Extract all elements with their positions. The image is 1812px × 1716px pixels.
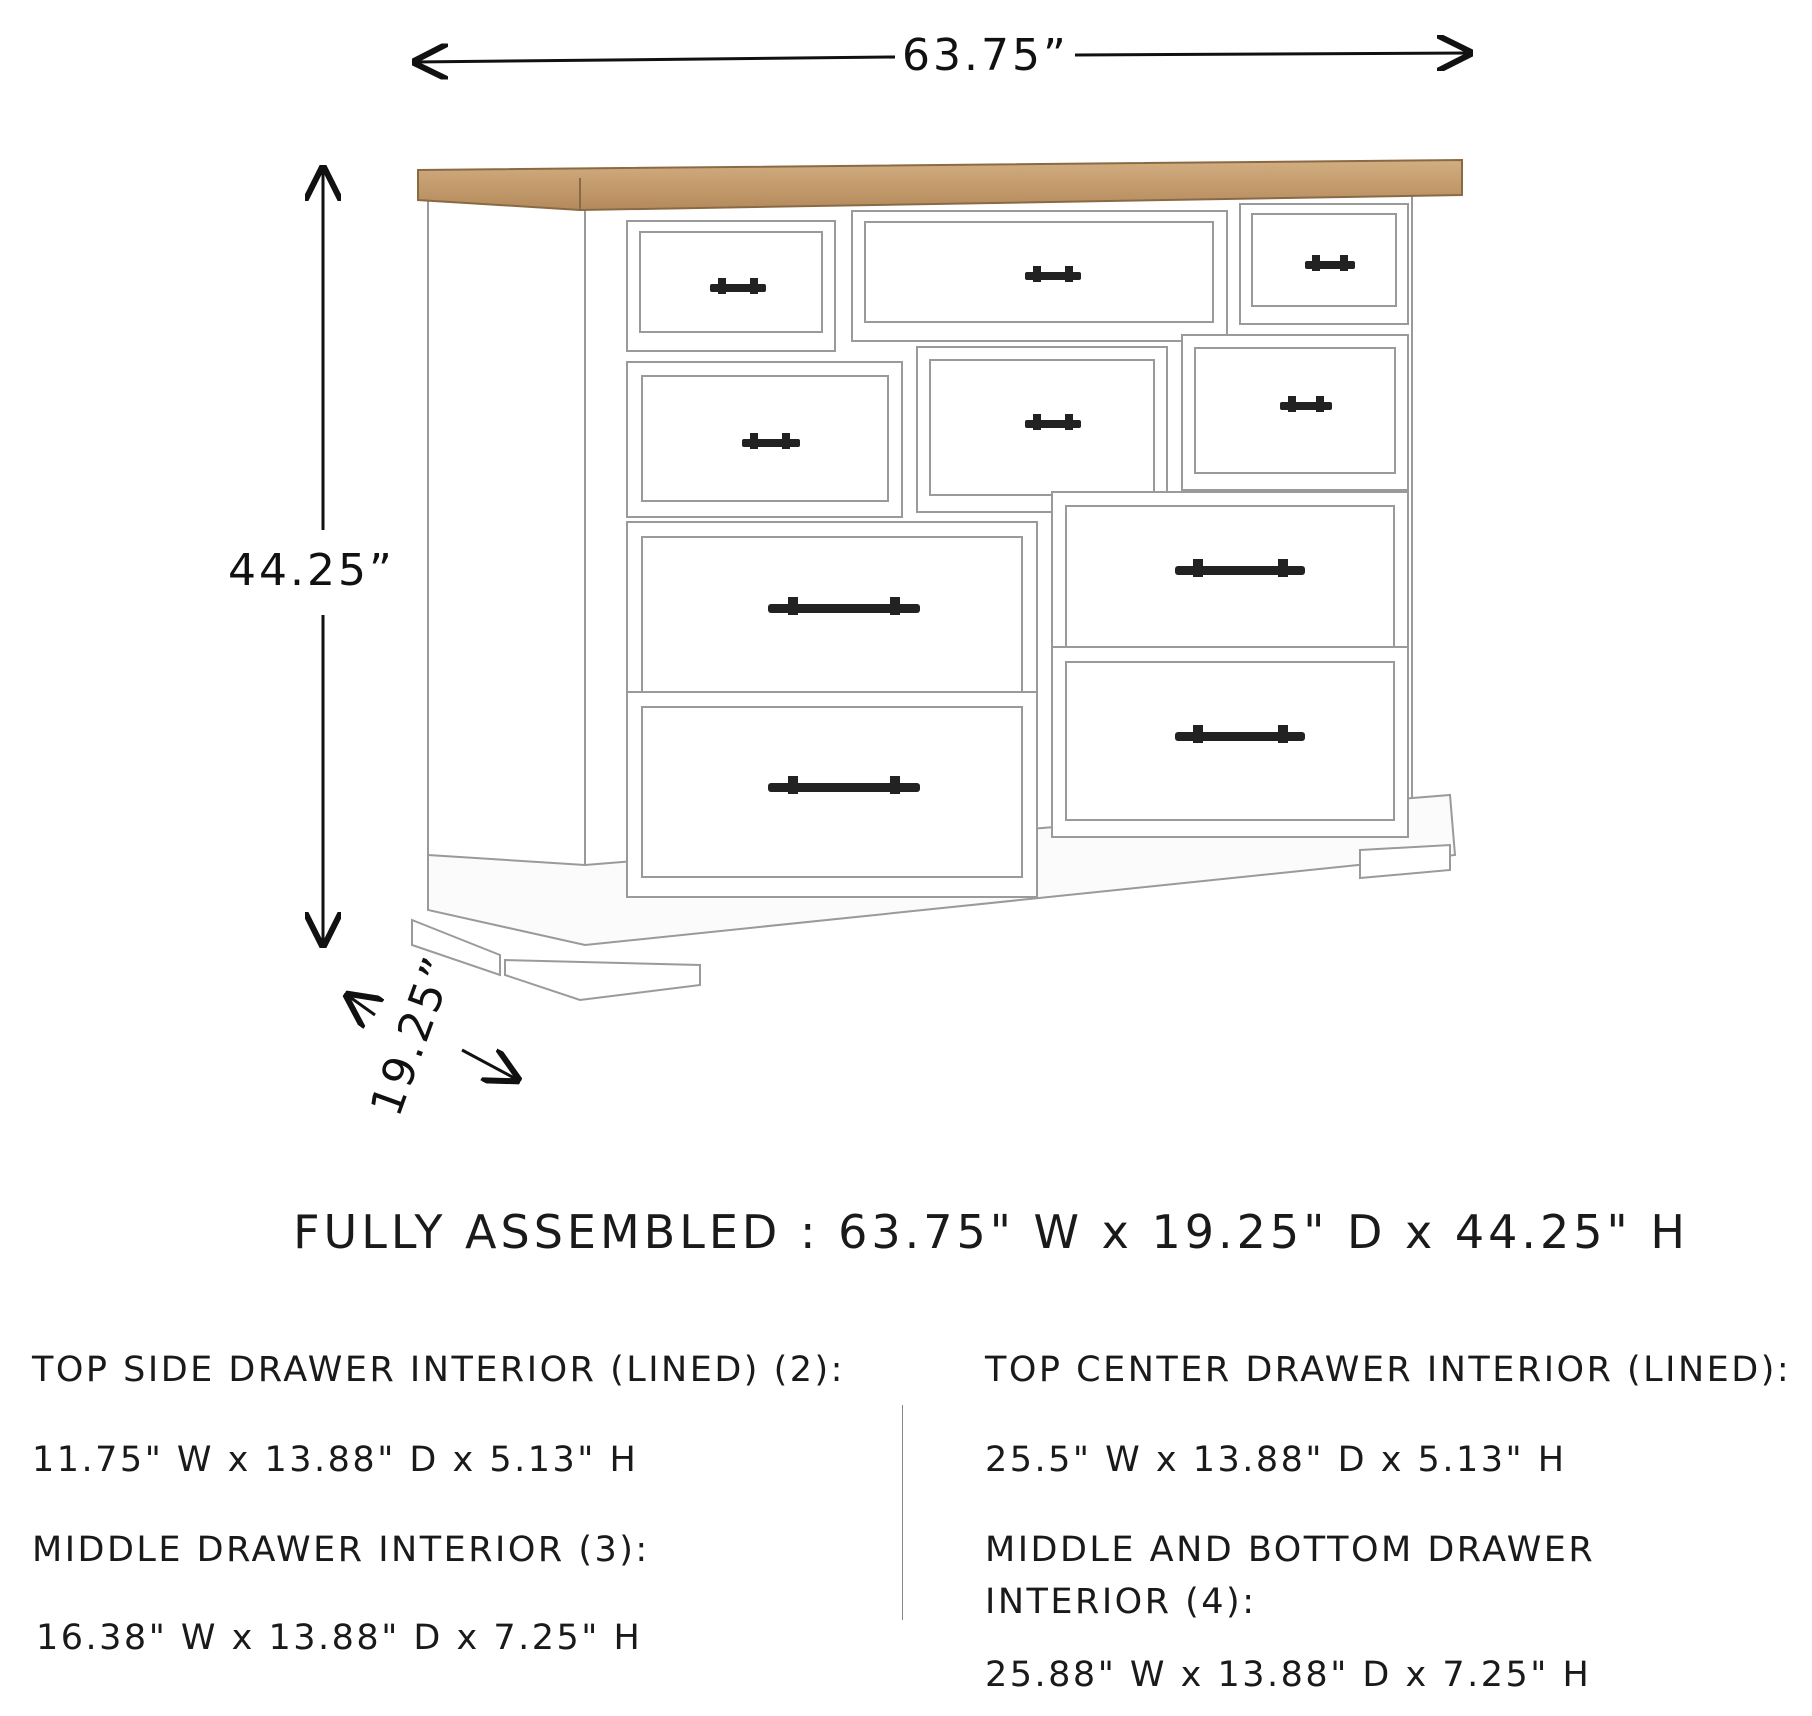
middle-bottom-drawer-title-line1: MIDDLE AND BOTTOM DRAWER bbox=[985, 1530, 1596, 1570]
middle-drawer-value: 16.38" W x 13.88" D x 7.25" H bbox=[36, 1618, 643, 1658]
middle-bottom-drawer-title-line2: INTERIOR (4): bbox=[985, 1582, 1257, 1622]
height-label: 44.25” bbox=[228, 545, 395, 596]
top-side-drawer-value: 11.75" W x 13.88" D x 5.13" H bbox=[32, 1440, 639, 1480]
drawer-middle-right bbox=[1182, 335, 1408, 490]
middle-drawer-title: MIDDLE DRAWER INTERIOR (3): bbox=[32, 1530, 650, 1570]
dresser-foot-right bbox=[1360, 845, 1450, 878]
top-side-drawer-title: TOP SIDE DRAWER INTERIOR (LINED) (2): bbox=[32, 1350, 845, 1390]
drawer-bottom-left bbox=[627, 692, 1037, 897]
column-divider bbox=[902, 1405, 903, 1620]
dresser-carcass-side bbox=[428, 198, 585, 870]
assembled-dimensions-headline bbox=[0, 1205, 1812, 1259]
depth-label: 19.25” bbox=[360, 948, 466, 1123]
handle-middle-right bbox=[1280, 402, 1332, 410]
headline-text: FULLY ASSEMBLED : 63.75" W x 19.25" D x 44.25" H bbox=[293, 1205, 1689, 1259]
drawer-middle-center bbox=[917, 347, 1167, 512]
dresser-foot-front bbox=[505, 960, 700, 1000]
width-label: 63.75” bbox=[902, 30, 1069, 81]
dresser-illustration bbox=[412, 160, 1462, 1000]
top-center-drawer-title: TOP CENTER DRAWER INTERIOR (LINED): bbox=[985, 1350, 1792, 1390]
drawer-lower-left bbox=[627, 522, 1037, 717]
drawer-lower-right bbox=[1052, 492, 1408, 667]
top-center-drawer-value: 25.5" W x 13.88" D x 5.13" H bbox=[985, 1440, 1567, 1480]
drawer-bottom-right bbox=[1052, 647, 1408, 837]
middle-bottom-drawer-value: 25.88" W x 13.88" D x 7.25" H bbox=[985, 1655, 1592, 1695]
